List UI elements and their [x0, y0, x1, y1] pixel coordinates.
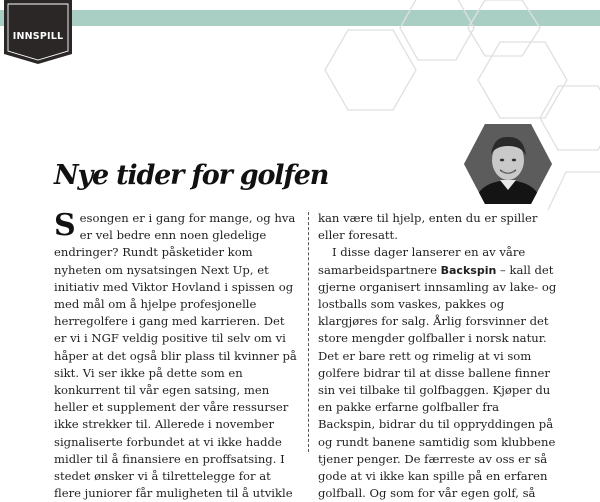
- left-column-paragraph: [54, 210, 298, 502]
- author-portrait: [464, 124, 552, 204]
- section-badge-label: INNSPILL: [12, 31, 64, 42]
- right-column-text-after: – kall det gjerne organisert innsamling av lake- og lostballs som vaskes, pakkes og klargjøres for salg. Årlig forsvinner det store mengder golfballer i norsk natur. Det er bare rett og rimelig at vi som golfere bidrar til at disse ballene finner sin vei tilbake til golfbaggen. Kjøper du en pakke erfarne golfballer fra Backspin, bidrar du til oppryddingen på og rundt banene samtidig som klubbene tjener penger. De færreste av oss er så gode at vi ikke kan spille på en erfaren golfball. Og som for vår egen golf, så: [318, 262, 557, 501]
- drop-cap: S: [54, 208, 76, 243]
- left-column-text: esongen er i gang for mange, og hva er vel bedre enn noen gledelige endringer? Rundt påsketider kom nyheten om nysatsingen Next Up, et initiativ med Viktor Hovland i spissen og med mål om å hjelpe profesjonelle herregolfere i gang med karrieren. Det er vi i NGF veldig positive til selv om vi håper at det også blir plass til kvinner på sikt. Vi ser ikke på dette som en konkurrent til vår egen satsing, men heller et supplement der våre ressurser ikke strekker til. Allerede i november signaliserte forbundet at vi ikke hadde midler til å finansiere en proffsatsing. I stedet ønsker vi å tilrettelegge for at flere juniorer får muligheten til å utvikle: [54, 211, 297, 501]
- column-divider: [308, 212, 309, 452]
- article-column-right: [318, 210, 558, 502]
- brand-name: Backspin: [440, 263, 497, 277]
- article-title: Nye tider for golfen: [54, 160, 329, 191]
- article-column-left: [54, 210, 298, 502]
- right-column-paragraph-1: kan være til hjelp, enten du er spiller eller foresatt.: [318, 211, 538, 243]
- right-column-text-before: I disse dager lanserer en av våre samarbeidspartnere: [318, 245, 526, 277]
- section-badge: [4, 0, 72, 64]
- right-column-paragraph-2: [318, 244, 558, 502]
